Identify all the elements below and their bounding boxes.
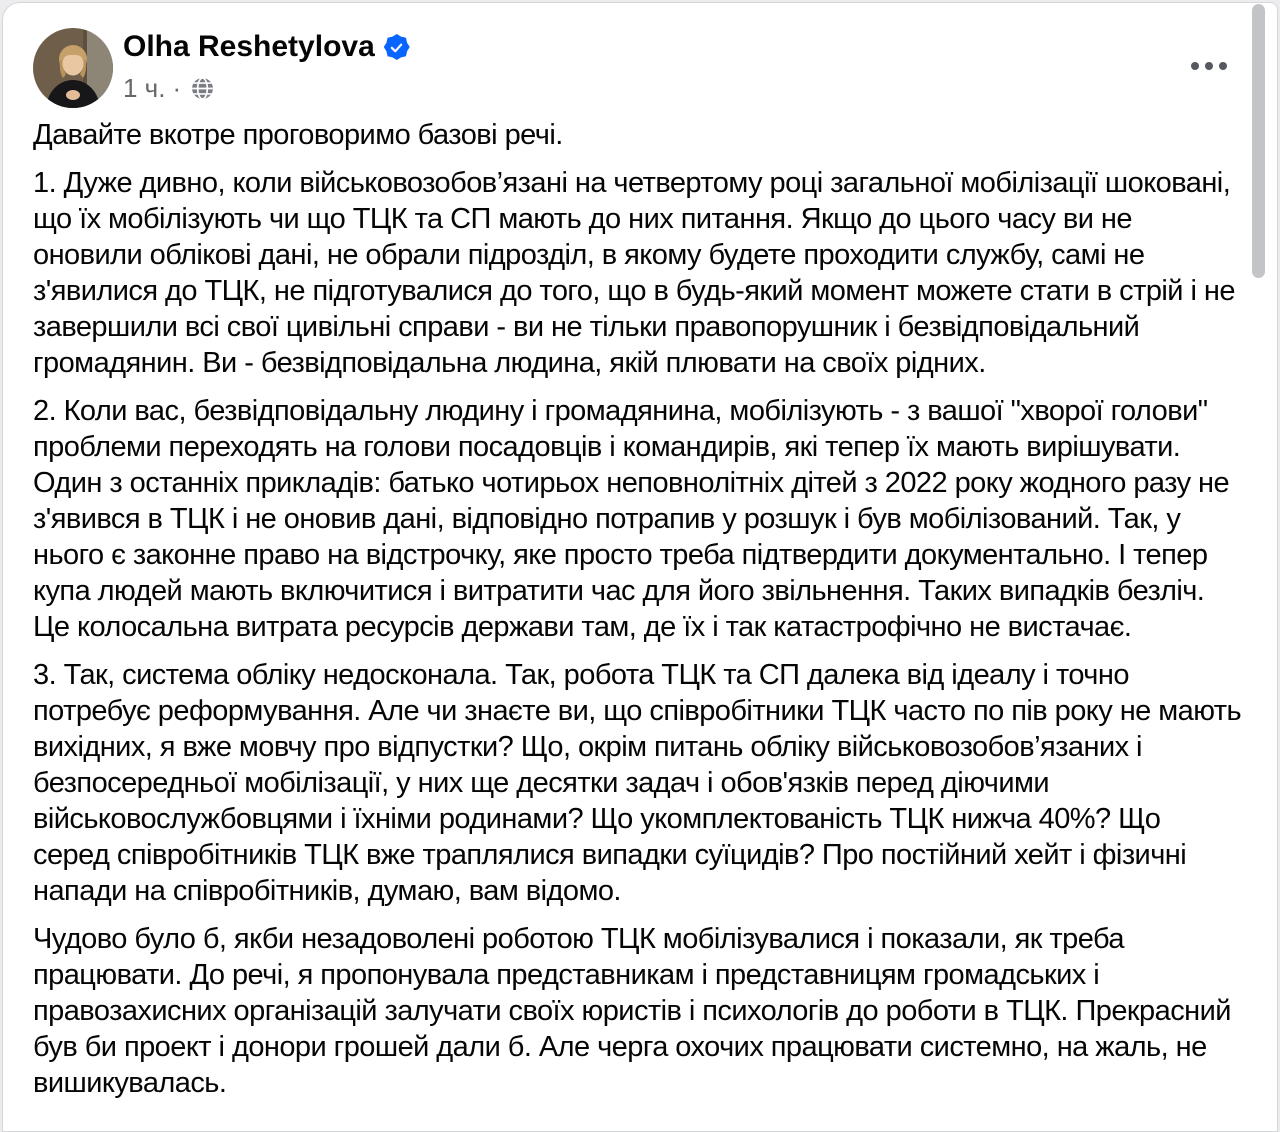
post-paragraph: 1. Дуже дивно, коли військовозобов’язані на четвертому році загальної мобілізації шоковані, що їх мобілізують чи що ТЦК та СП мають до них питання. Якщо до цього часу ви не оновили облікові дані, не обрали підрозділ, в якому будете проходити службу, самі не з'явилися до ТЦК, не підготувалися до того, що в будь-який момент можете стати в стрій і не завершили всі свої цивільні справи - ви не тільки правопорушник і безвідповідальний громадянин. Ви - безвідповідальна людина, якій плювати на своїх рідних. <box>33 167 1235 379</box>
post-paragraph: 3. Так, система обліку недосконала. Так, робота ТЦК та СП далека від ідеалу і точно потребує реформування. Але чи знаєте ви, що співробітники ТЦК часто по пів року не мають вихідних, я вже мовчу про відпустки? Що, окрім питань обліку військовозобов’язаних і безпосередньої мобілізації, у них ще десятки задач і обов'язків перед діючими військовослужбовцями і їхніми родинами? Що укомплектованість ТЦК нижча 40%? Що серед співробітників ТЦК вже траплялися випадки суїцидів? Про постійний хейт і фізичні напади на співробітників, думаю, вам відомо. <box>33 659 1242 907</box>
post-paragraph: Давайте вкотре проговоримо базові речі. <box>33 119 563 151</box>
post-body <box>33 117 1243 1101</box>
timestamp[interactable]: 1 ч. <box>123 73 166 103</box>
meta-separator: · <box>172 73 182 103</box>
three-dots-menu-icon[interactable] <box>1185 56 1233 76</box>
post-card <box>2 2 1278 1132</box>
post-paragraph: Чудово було б, якби незадоволені роботою ТЦК мобілізувалися і показали, як треба працювати. До речі, я пропонувала представникам і представницям громадських і правозахисних організацій залучати своїх юристів і психологів до роботи в ТЦК. Прекрасний був би проект і донори грошей дали б. Але черга охочих працювати системно, на жаль, не вишикувалась. <box>33 923 1231 1099</box>
post-paragraph: 2. Коли вас, безвідповідальну людину і громадянина, мобілізують - з вашої "хворої голови" проблеми переходять на голови посадовців і командирів, які тепер їх мають вирішувати. Один з останніх прикладів: батько чотирьох неповнолітніх дітей з 2022 року жодного разу не з'явився в ТЦК і не оновив дані, відповідно потрапив у розшук і був мобілізований. Так, у нього є законне право на відстрочку, яке просто треба підтвердити документально. І тепер купа людей мають включитися і витратити час для його звільнення. Таких випадків безліч. Це колосальна витрата ресурсів держави там, де їх і так катастрофічно не вистачає. <box>33 395 1230 643</box>
header-text <box>123 30 410 104</box>
post <box>3 3 1277 1101</box>
avatar-image <box>33 28 113 108</box>
post-meta <box>123 73 410 104</box>
scrollbar-thumb[interactable] <box>1252 4 1265 278</box>
verified-badge-icon <box>384 34 410 60</box>
author-name[interactable]: Olha Reshetylova <box>123 30 375 63</box>
avatar[interactable] <box>33 28 113 108</box>
post-header <box>33 28 1243 110</box>
globe-public-icon <box>190 76 215 101</box>
